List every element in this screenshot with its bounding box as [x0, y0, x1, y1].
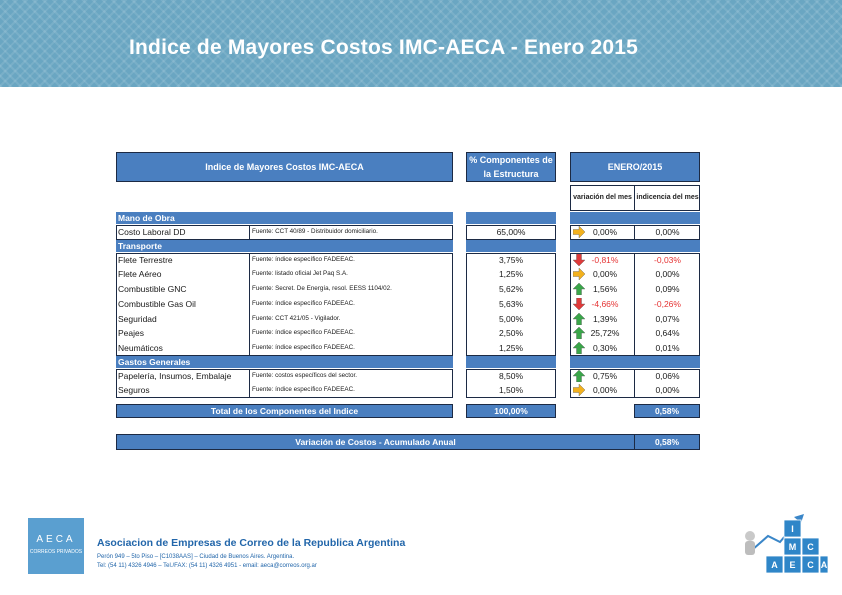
row-source: Fuente: índice específico FADEEAC.: [252, 343, 355, 351]
page-title: Indice de Mayores Costos IMC-AECA - Enero 2015: [129, 36, 639, 59]
row-variation: 0,30%: [592, 342, 618, 353]
incidence-column-header: indicencia del mes: [636, 194, 699, 201]
row-variation: 25,72%: [590, 328, 620, 339]
section-period-band: [570, 240, 700, 252]
label-source-divider: [249, 225, 250, 240]
row-component-pct: 3,75%: [498, 254, 524, 265]
section-pct-band: [466, 212, 556, 224]
row-label: Flete Terrestre: [118, 254, 173, 265]
row-label: Seguridad: [118, 313, 157, 324]
row-component-pct: 1,25%: [498, 269, 524, 280]
row-component-pct: 1,25%: [498, 342, 524, 353]
row-incidence: 0,64%: [655, 328, 680, 339]
total-incidence-cell: [634, 404, 700, 418]
total-label: Total de los Componentes del Indice: [210, 406, 359, 416]
section-pct-band: [466, 240, 556, 252]
row-incidence: 0,07%: [655, 313, 680, 324]
cube-letter: M: [788, 542, 797, 552]
period-header-text: ENERO/2015: [607, 162, 663, 172]
cube-letter: A: [820, 560, 828, 570]
row-component-pct: 8,50%: [498, 370, 524, 381]
aeca-logo: [28, 518, 84, 574]
cube-letter: C: [807, 560, 814, 570]
row-source: Fuente: CCT 421/05 - Vigilador.: [252, 314, 341, 322]
cube-letter: I: [791, 524, 794, 534]
section-period-band: [570, 356, 700, 368]
header-banner: [0, 0, 842, 87]
row-variation: -4,66%: [591, 298, 619, 309]
row-incidence: 0,06%: [655, 370, 680, 381]
annual-value-cell: [634, 434, 700, 450]
row-source: Fuente: índice específico FADEEAC.: [252, 299, 355, 307]
row-incidence: -0,26%: [654, 298, 681, 309]
imc-aeca-cubes-logo: [738, 508, 828, 578]
row-incidence: -0,03%: [654, 254, 681, 265]
section-header: Transporte: [116, 240, 453, 252]
aeca-logo-text: AECA: [36, 534, 76, 545]
row-variation: 0,00%: [592, 269, 618, 280]
cube-letter: C: [807, 542, 814, 552]
period-header: [570, 152, 700, 182]
row-label: Combustible GNC: [118, 284, 187, 295]
person-body-icon: [745, 541, 755, 555]
row-component-pct: 65,00%: [496, 227, 526, 237]
row-component-pct: 5,00%: [498, 313, 524, 324]
row-source: Fuente: índice específico FADEEAC.: [252, 255, 355, 263]
section-header: Gastos Generales: [116, 356, 453, 368]
total-pct-cell: [466, 404, 556, 418]
cube-letter: E: [789, 560, 796, 570]
label-source-divider: [249, 253, 250, 356]
row-label: Seguros: [118, 385, 150, 396]
components-header: [466, 152, 556, 182]
label-source-divider: [249, 369, 250, 398]
aeca-logo-subtext: CORREOS PRIVADOS: [29, 549, 83, 555]
row-incidence: 0,01%: [655, 342, 680, 353]
annual-value: 0,58%: [654, 437, 680, 447]
row-component-pct: 1,50%: [498, 385, 524, 396]
row-incidence: 0,00%: [655, 227, 680, 237]
section-period-band: [570, 212, 700, 224]
section-header: Mano de Obra: [116, 212, 453, 224]
row-source: Fuente: costos específicos del sector.: [252, 371, 358, 379]
row-variation: 0,00%: [592, 227, 618, 237]
organization-name: Asociacion de Empresas de Correo de la Republica Argentina: [97, 537, 406, 549]
row-incidence: 0,00%: [655, 269, 680, 280]
total-incidence: 0,58%: [654, 406, 680, 416]
row-source: Fuente: Secret. De Energía, resol. EESS 1104/02.: [252, 285, 392, 293]
row-label: Combustible Gas Oil: [118, 298, 196, 309]
row-source: Fuente: índice específico FADEEAC.: [252, 329, 355, 337]
row-variation: -0,81%: [591, 254, 619, 265]
organization-contact: Tel: (54 11) 4326 4946 – Tel./FAX: (54 11) 4326 4951 - email: aeca@correos.org.ar: [97, 563, 317, 569]
row-source: Fuente: CCT 40/89 - Distribuidor domiciliario.: [252, 228, 378, 235]
row-label: Peajes: [118, 328, 144, 339]
annual-label: Variación de Costos - Acumulado Anual: [295, 437, 456, 447]
cube-letter: A: [771, 560, 778, 570]
variation-column-header: variación del mes: [573, 194, 632, 201]
row-component-pct: 2,50%: [498, 328, 524, 339]
row-variation: 0,00%: [592, 385, 618, 396]
table-title-text: Indice de Mayores Costos IMC-AECA: [205, 162, 364, 172]
row-label: Papelería, Insumos, Embalaje: [118, 370, 232, 381]
components-header-text: % Componentes de la Estructura: [469, 155, 553, 179]
annual-label-cell: [116, 434, 635, 450]
row-label: Neumáticos: [118, 342, 163, 353]
row-component-pct: 5,62%: [498, 284, 524, 295]
row-label: Flete Aéreo: [118, 269, 162, 280]
total-label-cell: [116, 404, 453, 418]
section-pct-band: [466, 356, 556, 368]
row-variation: 1,39%: [592, 313, 618, 324]
row-source: Fuente: listado oficial Jet Paq S.A.: [252, 270, 348, 278]
person-head-icon: [745, 531, 755, 541]
row-component-pct: 5,63%: [498, 298, 524, 309]
row-variation: 0,75%: [592, 370, 618, 381]
row-incidence: 0,09%: [655, 284, 680, 295]
row-incidence: 0,00%: [655, 385, 680, 396]
row-variation: 1,56%: [592, 284, 618, 295]
letter-cubes: [766, 520, 828, 573]
organization-address: Perón 949 – 5to Piso – [C1038AAS] – Ciudad de Buenos Aires. Argentina.: [97, 554, 295, 560]
total-pct: 100,00%: [494, 406, 528, 416]
table-title-header: [116, 152, 453, 182]
row-source: Fuente: índice específico FADEEAC.: [252, 386, 355, 394]
row-label: Costo Laboral DD: [118, 227, 186, 237]
